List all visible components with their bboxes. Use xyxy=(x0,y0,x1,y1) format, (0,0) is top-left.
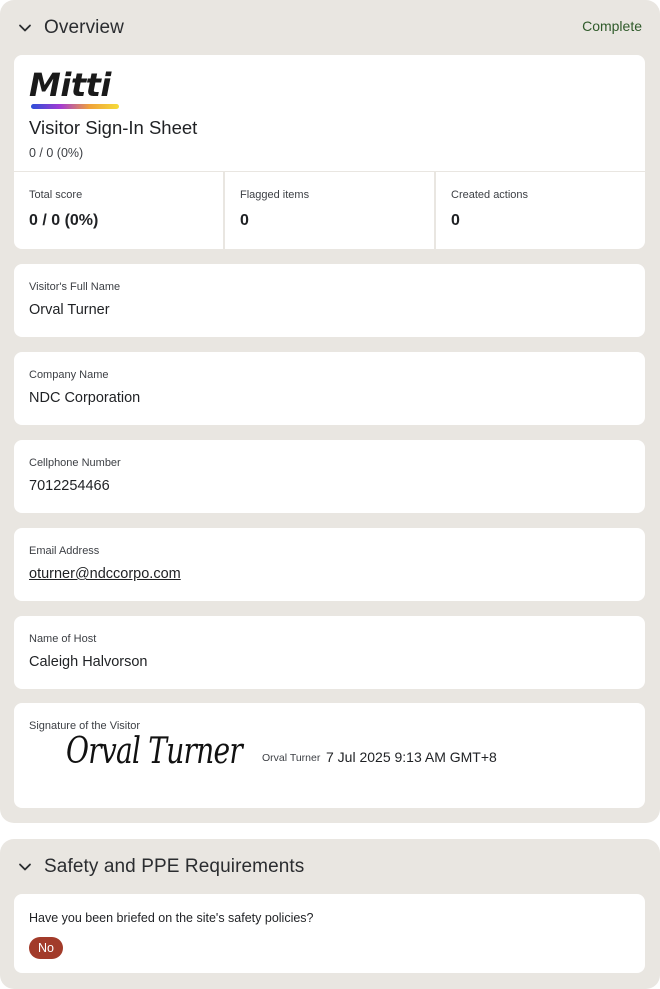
stat-label: Total score xyxy=(29,189,83,201)
question-text: Have you been briefed on the site's safety policies? xyxy=(29,911,314,925)
stat-value: 0 / 0 (0%) xyxy=(29,212,99,229)
field-label: Name of Host xyxy=(29,633,97,645)
stat-created-actions xyxy=(436,172,645,249)
signer-name: Orval Turner xyxy=(262,752,321,764)
field-visitor-full-name xyxy=(14,264,645,337)
field-label: Visitor's Full Name xyxy=(29,281,121,293)
stat-label: Flagged items xyxy=(240,189,310,201)
field-signature xyxy=(14,703,645,808)
stat-total-score xyxy=(14,172,223,249)
field-label: Email Address xyxy=(29,545,100,557)
field-value: 7012254466 xyxy=(29,478,110,494)
signature-timestamp: 7 Jul 2025 9:13 AM GMT+8 xyxy=(326,749,497,765)
field-email-address xyxy=(14,528,645,601)
status-label: Complete xyxy=(582,18,642,34)
question-card xyxy=(14,894,645,973)
field-value: NDC Corporation xyxy=(29,390,141,406)
field-name-of-host xyxy=(14,616,645,689)
logo-text: Mitti xyxy=(29,66,111,104)
signature-image[interactable]: Orval Turner xyxy=(66,731,242,772)
field-label: Cellphone Number xyxy=(29,457,121,469)
company-logo xyxy=(29,67,139,109)
stat-flagged-items xyxy=(225,172,434,249)
overview-header[interactable] xyxy=(18,14,642,42)
stat-label: Created actions xyxy=(451,189,529,201)
field-value: Orval Turner xyxy=(29,302,110,318)
safety-section xyxy=(0,839,660,989)
stats-row xyxy=(14,171,645,249)
field-label: Company Name xyxy=(29,369,109,381)
document-title: Visitor Sign-In Sheet xyxy=(29,117,198,138)
field-value: Caleigh Halvorson xyxy=(29,654,148,670)
field-company-name xyxy=(14,352,645,425)
score-summary: 0 / 0 (0%) xyxy=(29,146,84,160)
section-title: Safety and PPE Requirements xyxy=(44,856,305,877)
stat-value: 0 xyxy=(240,212,249,229)
email-link[interactable]: oturner@ndccorpo.com xyxy=(29,566,181,582)
safety-header[interactable] xyxy=(18,853,642,881)
chevron-down-icon[interactable] xyxy=(18,859,34,875)
answer-badge[interactable]: No xyxy=(29,937,63,959)
section-title: Overview xyxy=(44,17,124,38)
chevron-down-icon[interactable] xyxy=(18,20,34,36)
logo-underline xyxy=(31,104,119,109)
report-header-card xyxy=(14,55,645,249)
field-cellphone-number xyxy=(14,440,645,513)
field-label: Signature of the Visitor xyxy=(29,720,141,732)
stat-value: 0 xyxy=(451,212,460,229)
